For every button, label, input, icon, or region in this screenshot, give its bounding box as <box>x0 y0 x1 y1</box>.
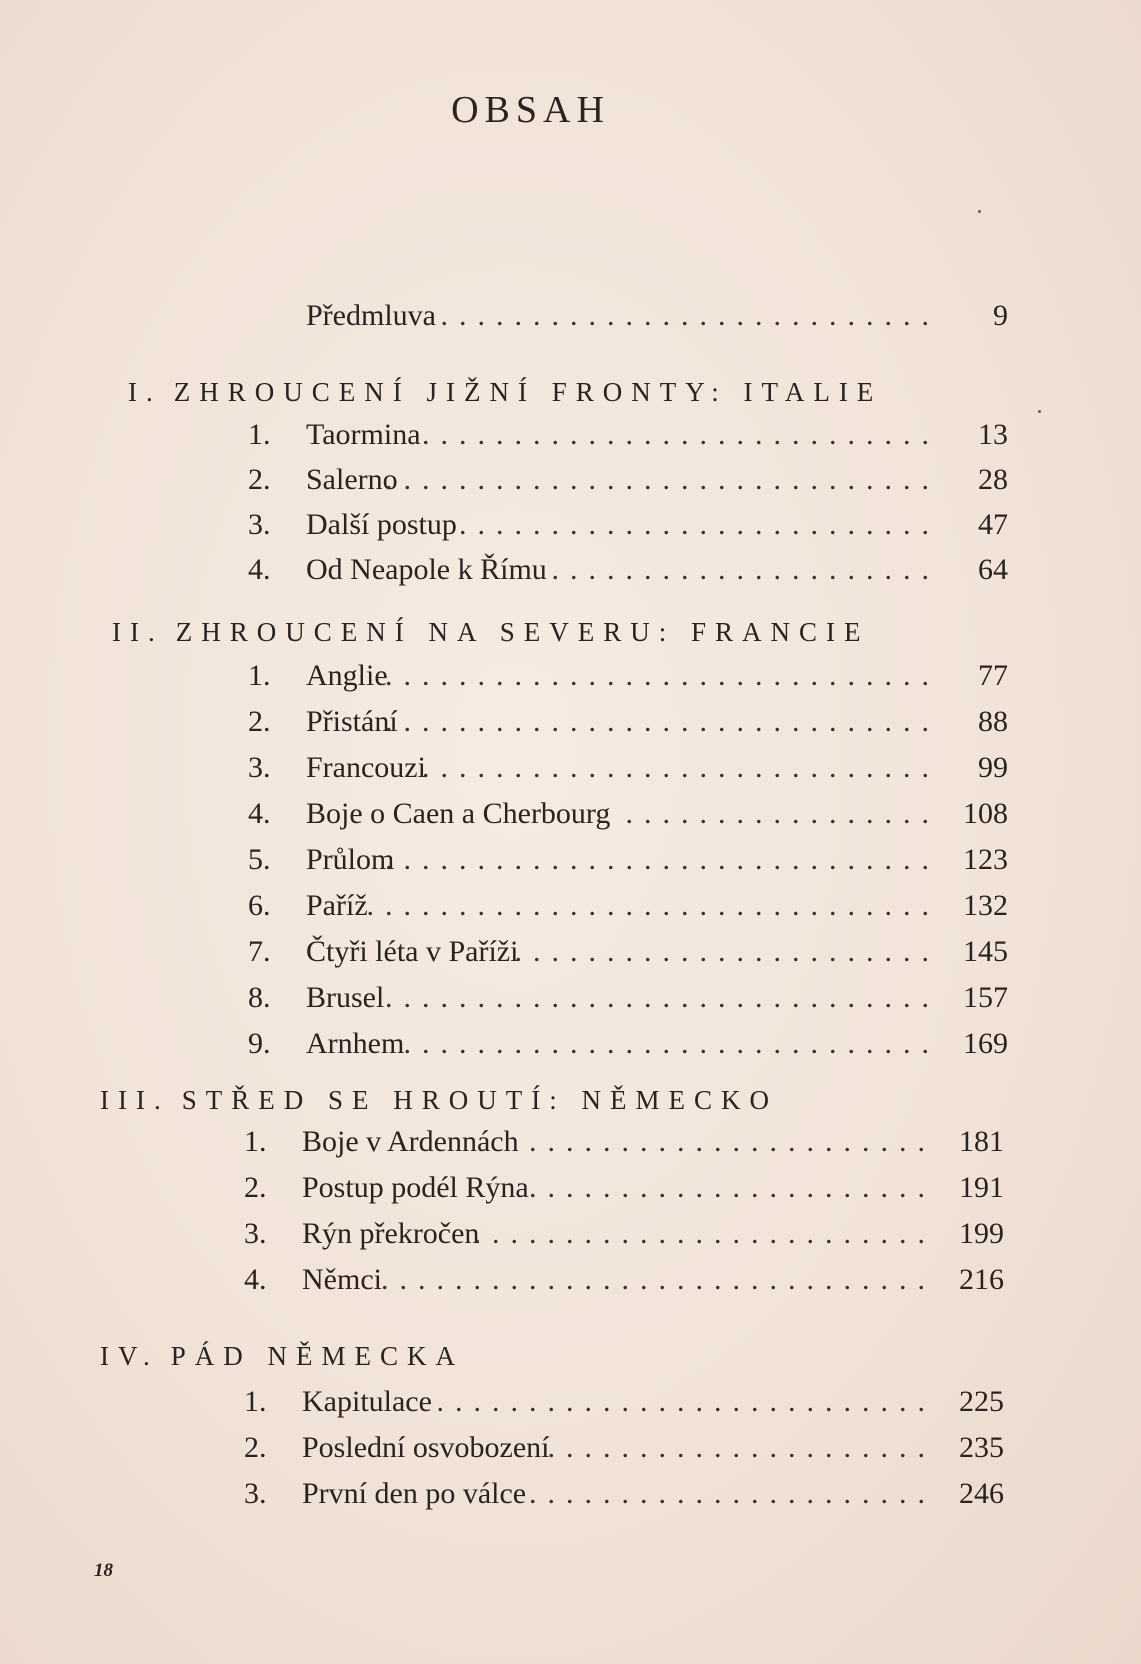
entry-page-number: 225 <box>959 1385 1004 1418</box>
toc-entry <box>248 702 1008 742</box>
part-roman-numeral: II. <box>112 617 164 647</box>
entry-page-number: 199 <box>959 1217 1004 1250</box>
dot-leader: .............................. <box>385 843 940 876</box>
toc-entry <box>248 505 1008 545</box>
dot-leader: .............................. <box>385 705 940 738</box>
part-heading <box>100 1080 778 1120</box>
entry-title: Předmluva <box>306 299 436 332</box>
dot-leader: ................. <box>625 797 940 830</box>
page-title: OBSAH <box>451 89 610 131</box>
toc-entry <box>248 460 1008 500</box>
part-roman-numeral: III. <box>100 1085 170 1115</box>
chapter-number: 1. <box>244 1385 267 1418</box>
chapter-number: 4. <box>248 553 271 586</box>
entry-page-number: 123 <box>963 843 1008 876</box>
entry-page-number: 99 <box>978 751 1008 784</box>
dot-leader: ............................. <box>403 1027 940 1060</box>
toc-entry <box>248 415 1008 455</box>
part-heading <box>100 1336 464 1376</box>
entry-page-number: 108 <box>963 797 1008 830</box>
part-heading <box>112 612 870 652</box>
entry-page-number: 9 <box>993 299 1008 332</box>
chapter-number: 7. <box>248 935 271 968</box>
entry-title: První den po válce <box>302 1477 527 1510</box>
entry-page-number: 216 <box>959 1263 1004 1296</box>
entry-title: Němci <box>302 1263 382 1296</box>
entry-title: Poslední osvobození <box>302 1431 550 1464</box>
entry-title: Brusel <box>306 981 385 1014</box>
entry-title: Kapitulace <box>302 1385 432 1418</box>
toc-entry <box>248 840 1008 880</box>
toc-entry <box>248 748 1008 788</box>
toc-entry <box>248 886 1008 926</box>
dot-leader: .............................. <box>385 981 940 1014</box>
entry-page-number: 235 <box>959 1431 1004 1464</box>
entry-title: Paříž <box>306 889 368 922</box>
chapter-number: 2. <box>244 1431 267 1464</box>
toc-entry <box>248 794 1008 834</box>
entry-title: Boje o Caen a Cherbourg <box>306 797 611 830</box>
dot-leader: ..................... <box>551 553 940 586</box>
entry-page-number: 88 <box>978 705 1008 738</box>
entry-page-number: 246 <box>959 1477 1004 1510</box>
chapter-number: 3. <box>248 508 271 541</box>
paper-speck <box>1038 410 1041 413</box>
page-number: 18 <box>94 1560 113 1581</box>
dot-leader: ............................ <box>422 751 940 784</box>
toc-entry <box>248 550 1008 590</box>
entry-title: Postup podél Rýna <box>302 1171 529 1204</box>
toc-entry <box>244 1214 1004 1254</box>
part-title: PÁD NĚMECKA <box>170 1341 465 1371</box>
entry-title: Přistání <box>306 705 398 738</box>
dot-leader: ....................... <box>514 935 940 968</box>
chapter-number: 6. <box>248 889 271 922</box>
toc-entry <box>244 1260 1004 1300</box>
toc-entry <box>248 1024 1008 1064</box>
toc-entry <box>248 932 1008 972</box>
entry-page-number: 181 <box>959 1125 1004 1158</box>
toc-entry <box>244 1168 1004 1208</box>
chapter-number: 9. <box>248 1027 271 1060</box>
chapter-number: 2. <box>248 463 271 496</box>
chapter-number: 1. <box>244 1125 267 1158</box>
chapter-number: 4. <box>248 797 271 830</box>
toc-entry <box>248 978 1008 1018</box>
entry-title: Od Neapole k Římu <box>306 553 547 586</box>
part-title: STŘED SE HROUTÍ: NĚMECKO <box>181 1085 778 1115</box>
entry-title: Anglie <box>306 659 388 692</box>
entry-page-number: 157 <box>963 981 1008 1014</box>
chapter-number: 5. <box>248 843 271 876</box>
entry-title: Boje v Ardennách <box>302 1125 519 1158</box>
dot-leader: ......................... <box>473 1217 936 1250</box>
dot-leader: ........................... <box>436 1385 936 1418</box>
entry-page-number: 145 <box>963 935 1008 968</box>
toc-entry-preface <box>248 296 1008 336</box>
toc-entry <box>248 656 1008 696</box>
entry-title: Rýn překročen <box>302 1217 480 1250</box>
dot-leader: .............................. <box>385 463 940 496</box>
entry-page-number: 191 <box>959 1171 1004 1204</box>
chapter-number: 8. <box>248 981 271 1014</box>
entry-page-number: 13 <box>978 418 1008 451</box>
entry-page-number: 77 <box>978 659 1008 692</box>
chapter-number: 2. <box>248 705 271 738</box>
chapter-number: 1. <box>248 418 271 451</box>
dot-leader: .............................. <box>381 1263 936 1296</box>
entry-page-number: 47 <box>978 508 1008 541</box>
entry-page-number: 169 <box>963 1027 1008 1060</box>
entry-title: Taormina <box>306 418 421 451</box>
entry-title: Čtyři léta v Paříži <box>306 935 519 968</box>
part-roman-numeral: I. <box>128 377 162 407</box>
part-title: ZHROUCENÍ NA SEVERU: FRANCIE <box>175 617 870 647</box>
toc-entry <box>244 1382 1004 1422</box>
chapter-number: 3. <box>244 1217 267 1250</box>
dot-leader: ........................... <box>440 299 940 332</box>
chapter-number: 2. <box>244 1171 267 1204</box>
entry-title: Salerno <box>306 463 398 496</box>
dot-leader: ...................... <box>529 1171 936 1204</box>
dot-leader: .............................. <box>385 659 940 692</box>
entry-title: Průlom <box>306 843 395 876</box>
part-roman-numeral: IV. <box>100 1341 159 1371</box>
chapter-number: 4. <box>244 1263 267 1296</box>
chapter-number: 1. <box>248 659 271 692</box>
dot-leader: ...................... <box>529 1125 936 1158</box>
entry-page-number: 28 <box>978 463 1008 496</box>
dot-leader: ............................... <box>366 889 940 922</box>
entry-page-number: 64 <box>978 553 1008 586</box>
part-title: ZHROUCENÍ JIŽNÍ FRONTY: ITALIE <box>173 377 883 407</box>
entry-title: Další postup <box>306 508 457 541</box>
paper-speck <box>978 210 981 213</box>
part-heading <box>128 372 882 412</box>
dot-leader: ..................... <box>547 1431 936 1464</box>
chapter-number: 3. <box>248 751 271 784</box>
chapter-number: 3. <box>244 1477 267 1510</box>
dot-leader: ...................... <box>529 1477 936 1510</box>
entry-title: Arnhem <box>306 1027 405 1060</box>
dot-leader: .......................... <box>459 508 940 541</box>
entry-page-number: 132 <box>963 889 1008 922</box>
toc-entry <box>244 1428 1004 1468</box>
entry-title: Francouzi <box>306 751 426 784</box>
toc-entry <box>244 1474 1004 1514</box>
toc-entry <box>244 1122 1004 1162</box>
dot-leader: ............................ <box>422 418 940 451</box>
